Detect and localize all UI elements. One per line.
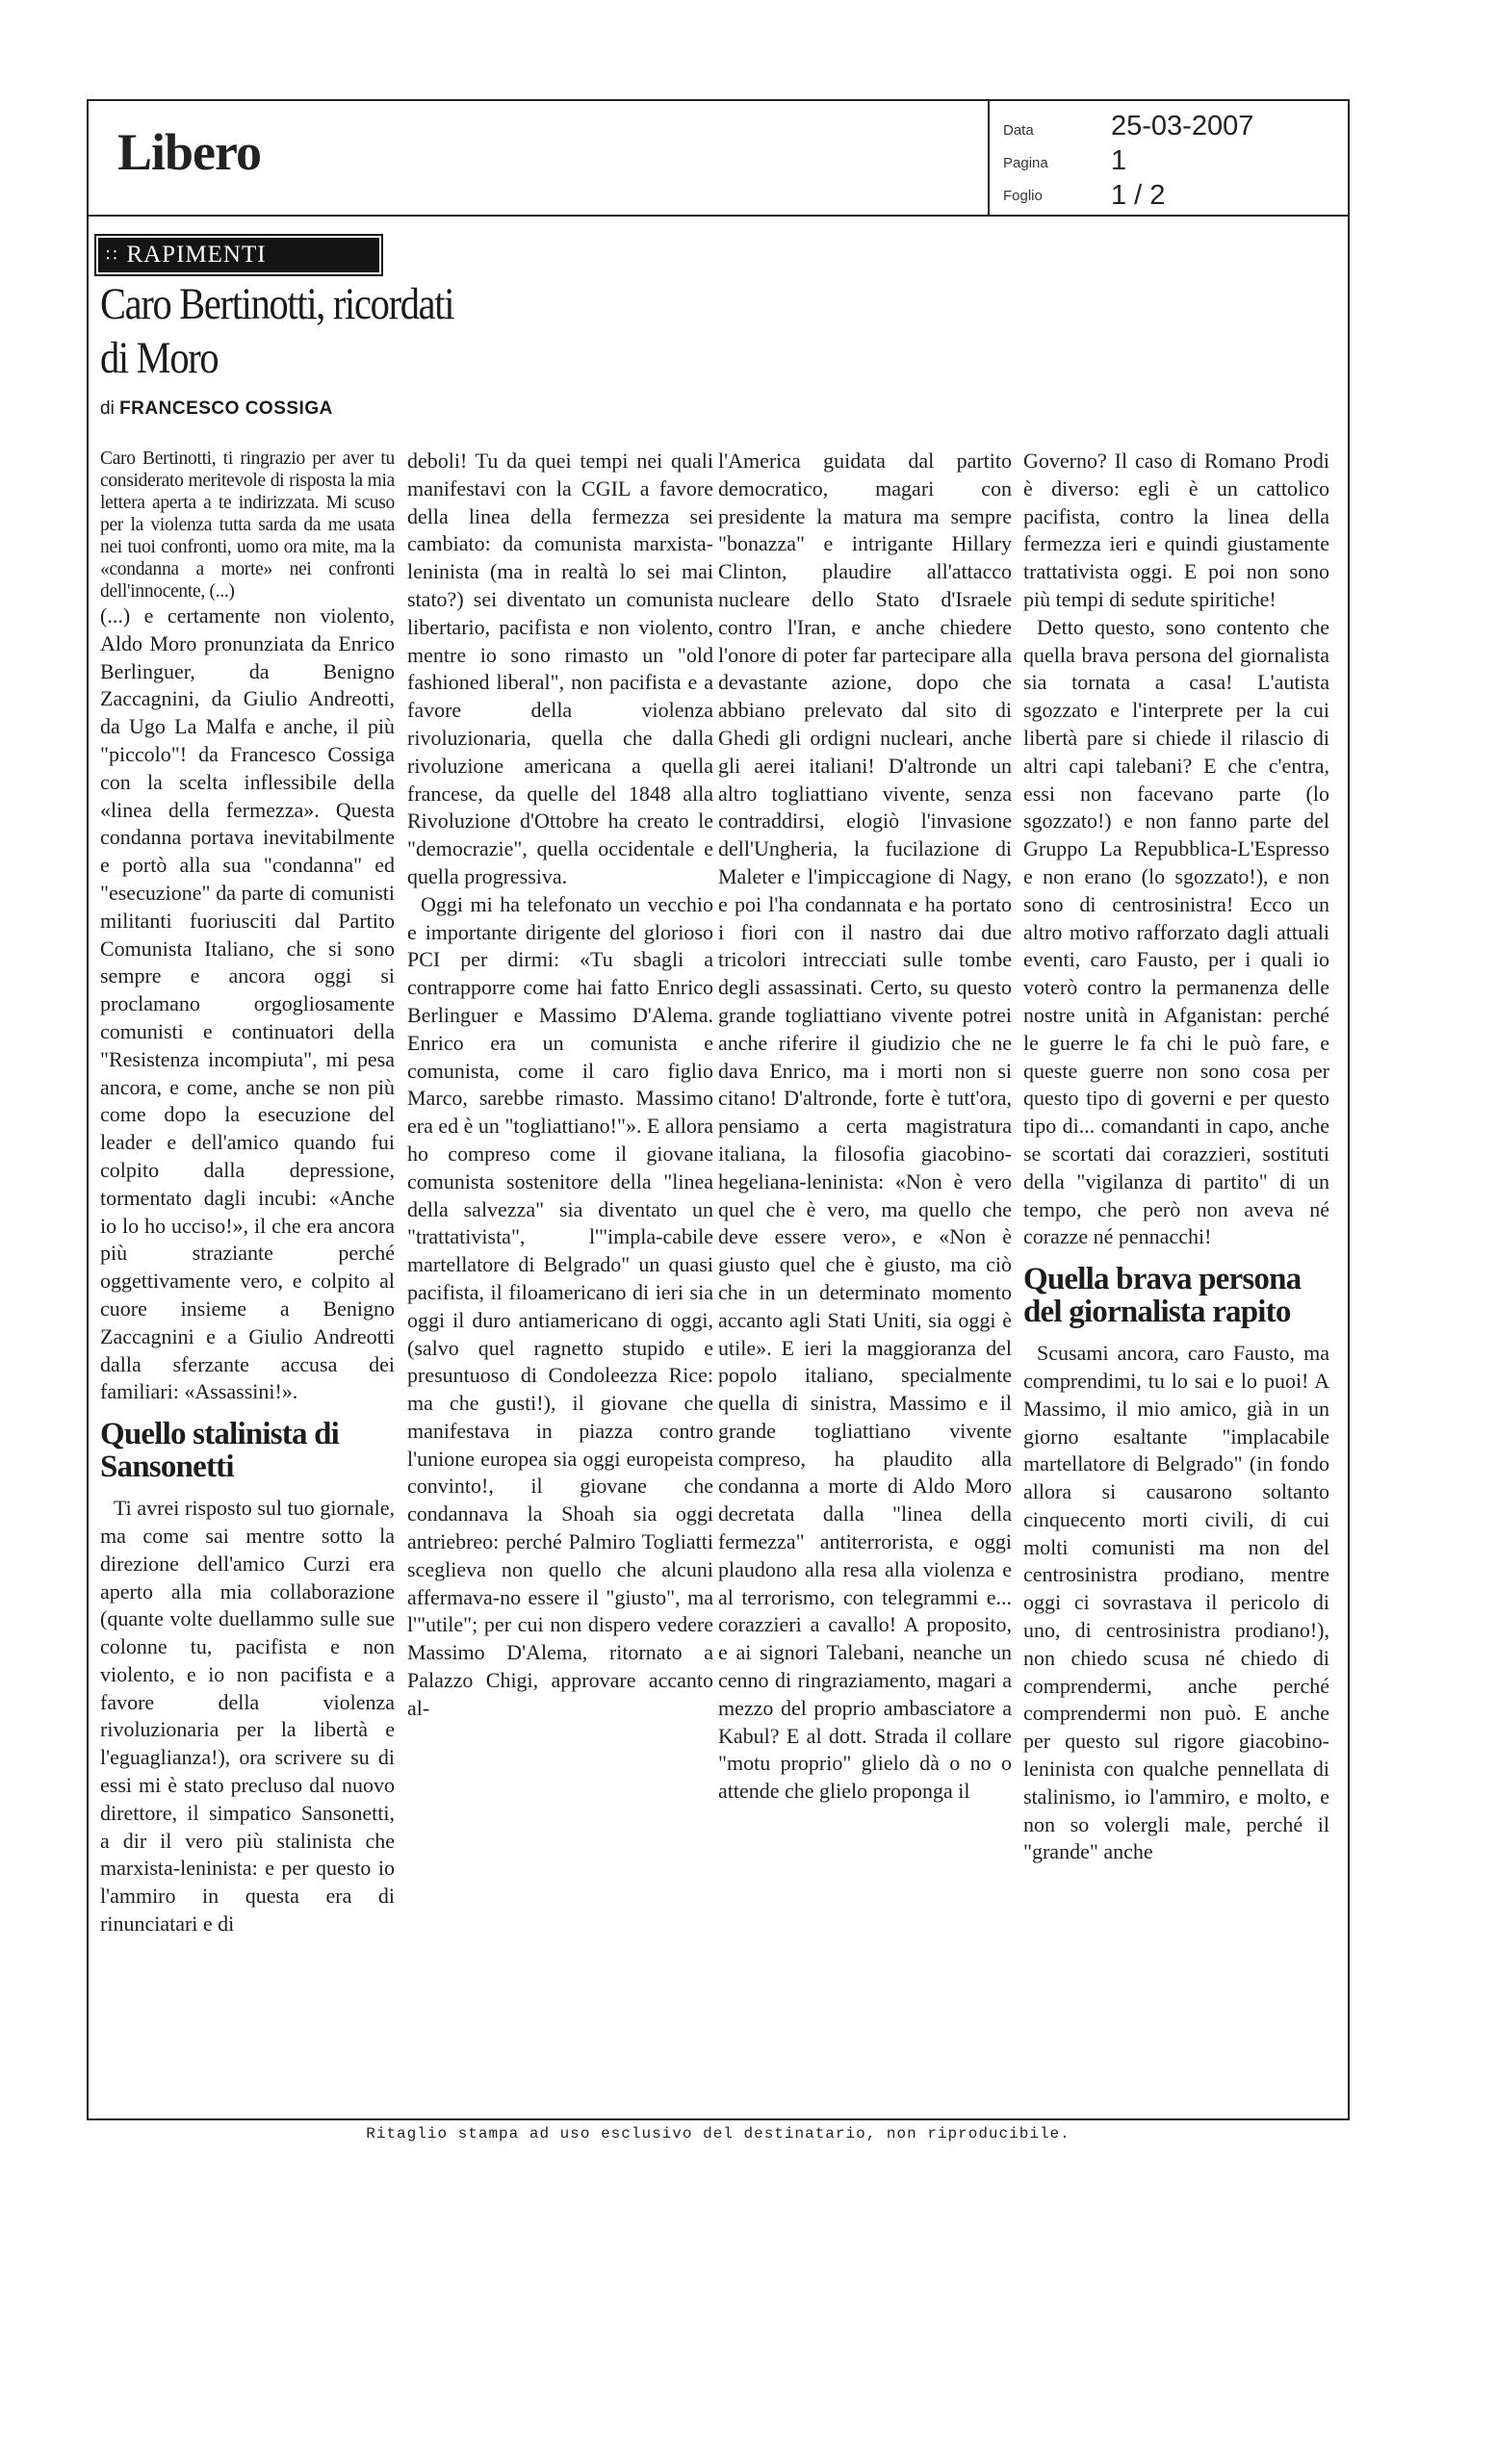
- clipping-meta: [988, 101, 1352, 215]
- paragraph: deboli! Tu da quei tempi nei quali manifestavi con la CGIL a favore della linea della fermezza sei cambiato: da comunista marxista-leninista (ma in realtà lo sei mai stato?) sei diventato un comunista libertario, pacifista e non violento, mentre io sono rimasto un "old fashioned liberal", non pacifista e a favore della violenza rivoluzionaria, quella che dalla rivoluzione americana a quella francese, da quelle del 1848 alla Rivoluzione d'Ottobre ha creato le "democrazie", quella occidentale e quella progressiva.: [407, 449, 713, 888]
- paragraph: Oggi mi ha telefonato un vecchio e importante dirigente del glorioso PCI per dirmi: «Tu sbagli a contrapporre come hai fatto Enrico Berlinguer e Massimo D'Alema. Enrico era un comunista e comunista, come il caro figlio Marco, sarebbe rimasto. Massimo era ed è un "togliattiano!"». E allora ho compreso come il giovane comunista sostenitore della "linea della salvezza" sia diventato un "trattativista", l'"impla-cabile martellatore di Belgrado" un quasi pacifista, il filoamericano di ieri sia oggi il duro antiamericano di oggi, (salvo quel ragnetto stupido e presuntuoso di Condoleezza Rice: ma che gusti!), il giovane che manifestava in piazza contro l'unione europea sia oggi europeista convinto!, il giovane che condannava la Shoah sia oggi antriebreo: perché Palmiro Togliatti sceglieva non quello che alcuni affermava-no essere il "giusto", ma l'"utile"; per cui non dispero vedere Massimo D'Alema, ritornato a Palazzo Chigi, approvare accanto al-: [407, 891, 713, 1720]
- article-headline: Caro Bertinotti, ricordati di Moro: [100, 279, 454, 383]
- clipping-header: [87, 99, 1350, 217]
- publication-logo: Libero: [117, 123, 262, 181]
- paragraph: Scusami ancora, caro Fausto, ma comprendimi, tu lo sai e lo puoi! A Massimo, il mio amico, già in un giorno esaltante "implacabile martellatore di Belgrado" (in fondo allora si causarono soltanto cinquecento morti civili, di cui molti comunisti ma non del centrosinistra prodiano, mentre oggi ci sovrastava il pericolo di uno, di centrosinistra prodiano!), non chiedo scusa né chiedo di comprendermi, anche perché comprendermi non può. E anche per questo sul rigore giacobino-leninista con qualche pennellata di stalinismo, io l'ammiro, e molto, e non so volergli male, perché il "grande" anche: [1023, 1341, 1329, 1864]
- meta-sheet-value: 1 / 2: [1111, 180, 1166, 211]
- paragraph: l'America guidata dal partito democratico, magari con presidente la matura ma sempre "bonazza" e intrigante Hillary Clinton, plaudire all'attacco nucleare dello Stato d'Israele contro l'Iran, e anche chiedere l'onore di poter far partecipare alla devastante azione, dopo che abbiano prelevato dal sito di Ghedi gli ordigni nucleari, anche gli aerei italiani! D'altronde un altro togliattiano vivente, senza contraddirsi, elogiò l'invasione dell'Ungheria, la fucilazione di Maleter e l'impiccagione di Nagy, e poi l'ha condannata e ha portato i fiori con il nastro dai due tricolori intrecciati sulle tombe degli assassinati. Certo, su questo grande togliattiano vivente potrei anche riferire il giudizio che ne dava Enrico, ma i morti non si citano! D'altronde, forte è tutt'ora, pensiamo a certa magistratura italiana, la filosofia giacobino-hegeliana-leninista: «Non è vero quel che è vero, ma quello che deve essere vero», e «Non è giusto quel che è giusto, ma ciò che in un determinato momento accanto agli Stati Uniti, sia oggi è utile». E ieri la maggioranza del popolo italiano, specialmente quella di sinistra, Massimo e il grande togliattiano vivente compreso, ha plaudito alla condanna a morte di Aldo Moro decretata dalla "linea della fermezza" antiterrorista, e oggi plaudono alla resa alla violenza e al terrorismo, con telegrammi e... corazzieri a cavallo! A proposito, e ai signori Talebani, neanche un cenno di ringraziamento, magari a mezzo del proprio ambasciatore a Kabul? E al dott. Strada il collare "motu proprio" glielo dà o no o attende che glielo proponga il: [718, 449, 1012, 1804]
- meta-page-label: Pagina: [1003, 155, 1048, 171]
- paragraph: Ti avrei risposto sul tuo giornale, ma come sai mentre sotto la direzione dell'amico Curzi era aperto alla mia collaborazione (quante volte duellammo sulle sue colonne tu, pacifista e non violento, e io non pacifista e a favore della violenza rivoluzionaria per la libertà e l'eguaglianza!), ora scrivere su di essi mi è stato precluso dal nuovo direttore, il simpatico Sansonetti, a dir il vero più stalinista che marxista-leninista: e per questo io l'ammiro in questa era di rinunciatari e di: [100, 1496, 395, 1937]
- meta-date-label: Data: [1003, 122, 1034, 139]
- byline: [100, 398, 333, 420]
- byline-prefix: di: [100, 398, 115, 419]
- section-tag: [96, 236, 381, 274]
- article-column-2: [407, 448, 713, 1723]
- meta-sheet-label: Foglio: [1003, 188, 1043, 204]
- reproduction-notice: Ritaglio stampa ad uso esclusivo del destinatario, non riproducibile.: [366, 2125, 1070, 2143]
- subheading: Quello stalinista di Sansonetti: [100, 1417, 340, 1485]
- paragraph: Governo? Il caso di Romano Prodi è diverso: egli è un cattolico pacifista, contro la linea della fermezza ieri e quindi giustamente trattativista oggi. E poi non sono più tempi di sedute spiritiche!: [1023, 449, 1329, 611]
- meta-page-value: 1: [1111, 145, 1127, 176]
- grid-dots-icon: ∷: [106, 244, 117, 266]
- article-column-3: [718, 448, 1012, 1806]
- meta-date-value: 25-03-2007: [1111, 111, 1254, 141]
- paragraph: Caro Bertinotti, ti ringrazio per aver tu considerato meritevole di risposta la mia lettera aperta a te indirizzata. Mi scuso per la violenza tutta sarda da me usata nei tuoi confronti, uomo ora mite, ma la «condanna a morte» nei confronti dell'innocente, (...): [100, 449, 395, 602]
- subheading: Quella brava persona del giornalista rapito: [1023, 1262, 1302, 1330]
- author-name: FRANCESCO COSSIGA: [119, 398, 333, 419]
- article-column-4: [1023, 448, 1329, 1866]
- article-column-1: [100, 448, 395, 1938]
- paragraph: Detto questo, sono contento che quella brava persona del giornalista sia tornata a casa! L'autista sgozzato e l'interprete per la cui libertà pare si chiede il rilascio di altri capi talebani? E che c'entra, essi non facevano parte (lo sgozzato!) e non fanno parte del Gruppo La Repubblica-L'Espresso e non erano (lo sgozzato!), e non sono di centrosinistra! Ecco un altro motivo rafforzato dagli attuali eventi, caro Fausto, per i quali io voterò contro la permanenza delle nostre unità in Afganistan: perché le guerre le fa chi le può fare, e queste guerre non sono cosa per questo tipo di governi e per questo tipo di... comandanti in capo, anche se scortati dai corazzieri, sostituti della "vigilanza di partito" di un tempo, che però non aveva né corazze né pennacchi!: [1023, 614, 1329, 1249]
- paragraph: (...) e certamente non violento, Aldo Moro pronunziata da Enrico Berlinguer, da Benigno Zaccagnini, da Giulio Andreotti, da Ugo La Malfa e anche, il più "piccolo"! da Francesco Cossiga con la scelta inflessibile della «linea della fermezza». Questa condanna portava inevitabilmente e portò alla sua "condanna" ed "esecuzione" da parte di comunisti militanti fuoriusciti dal Partito Comunista Italiano, che si sono sempre e ancora oggi si proclamano orgogliosamente comunisti e continuatori della "Resistenza incompiuta", mi pesa ancora, e come, anche se non più come dopo la esecuzione del leader e dell'amico quando fui colpito dalla depressione, tormentato dagli incubi: «Anche io lo ho ucciso!», il che era ancora più straziante perché oggettivamente vero, e colpito al cuore insieme a Benigno Zaccagnini e a Giulio Andreotti dalla sferzante accusa dei familiari: «Assassini!».: [100, 603, 395, 1404]
- section-label: RAPIMENTI: [126, 242, 267, 268]
